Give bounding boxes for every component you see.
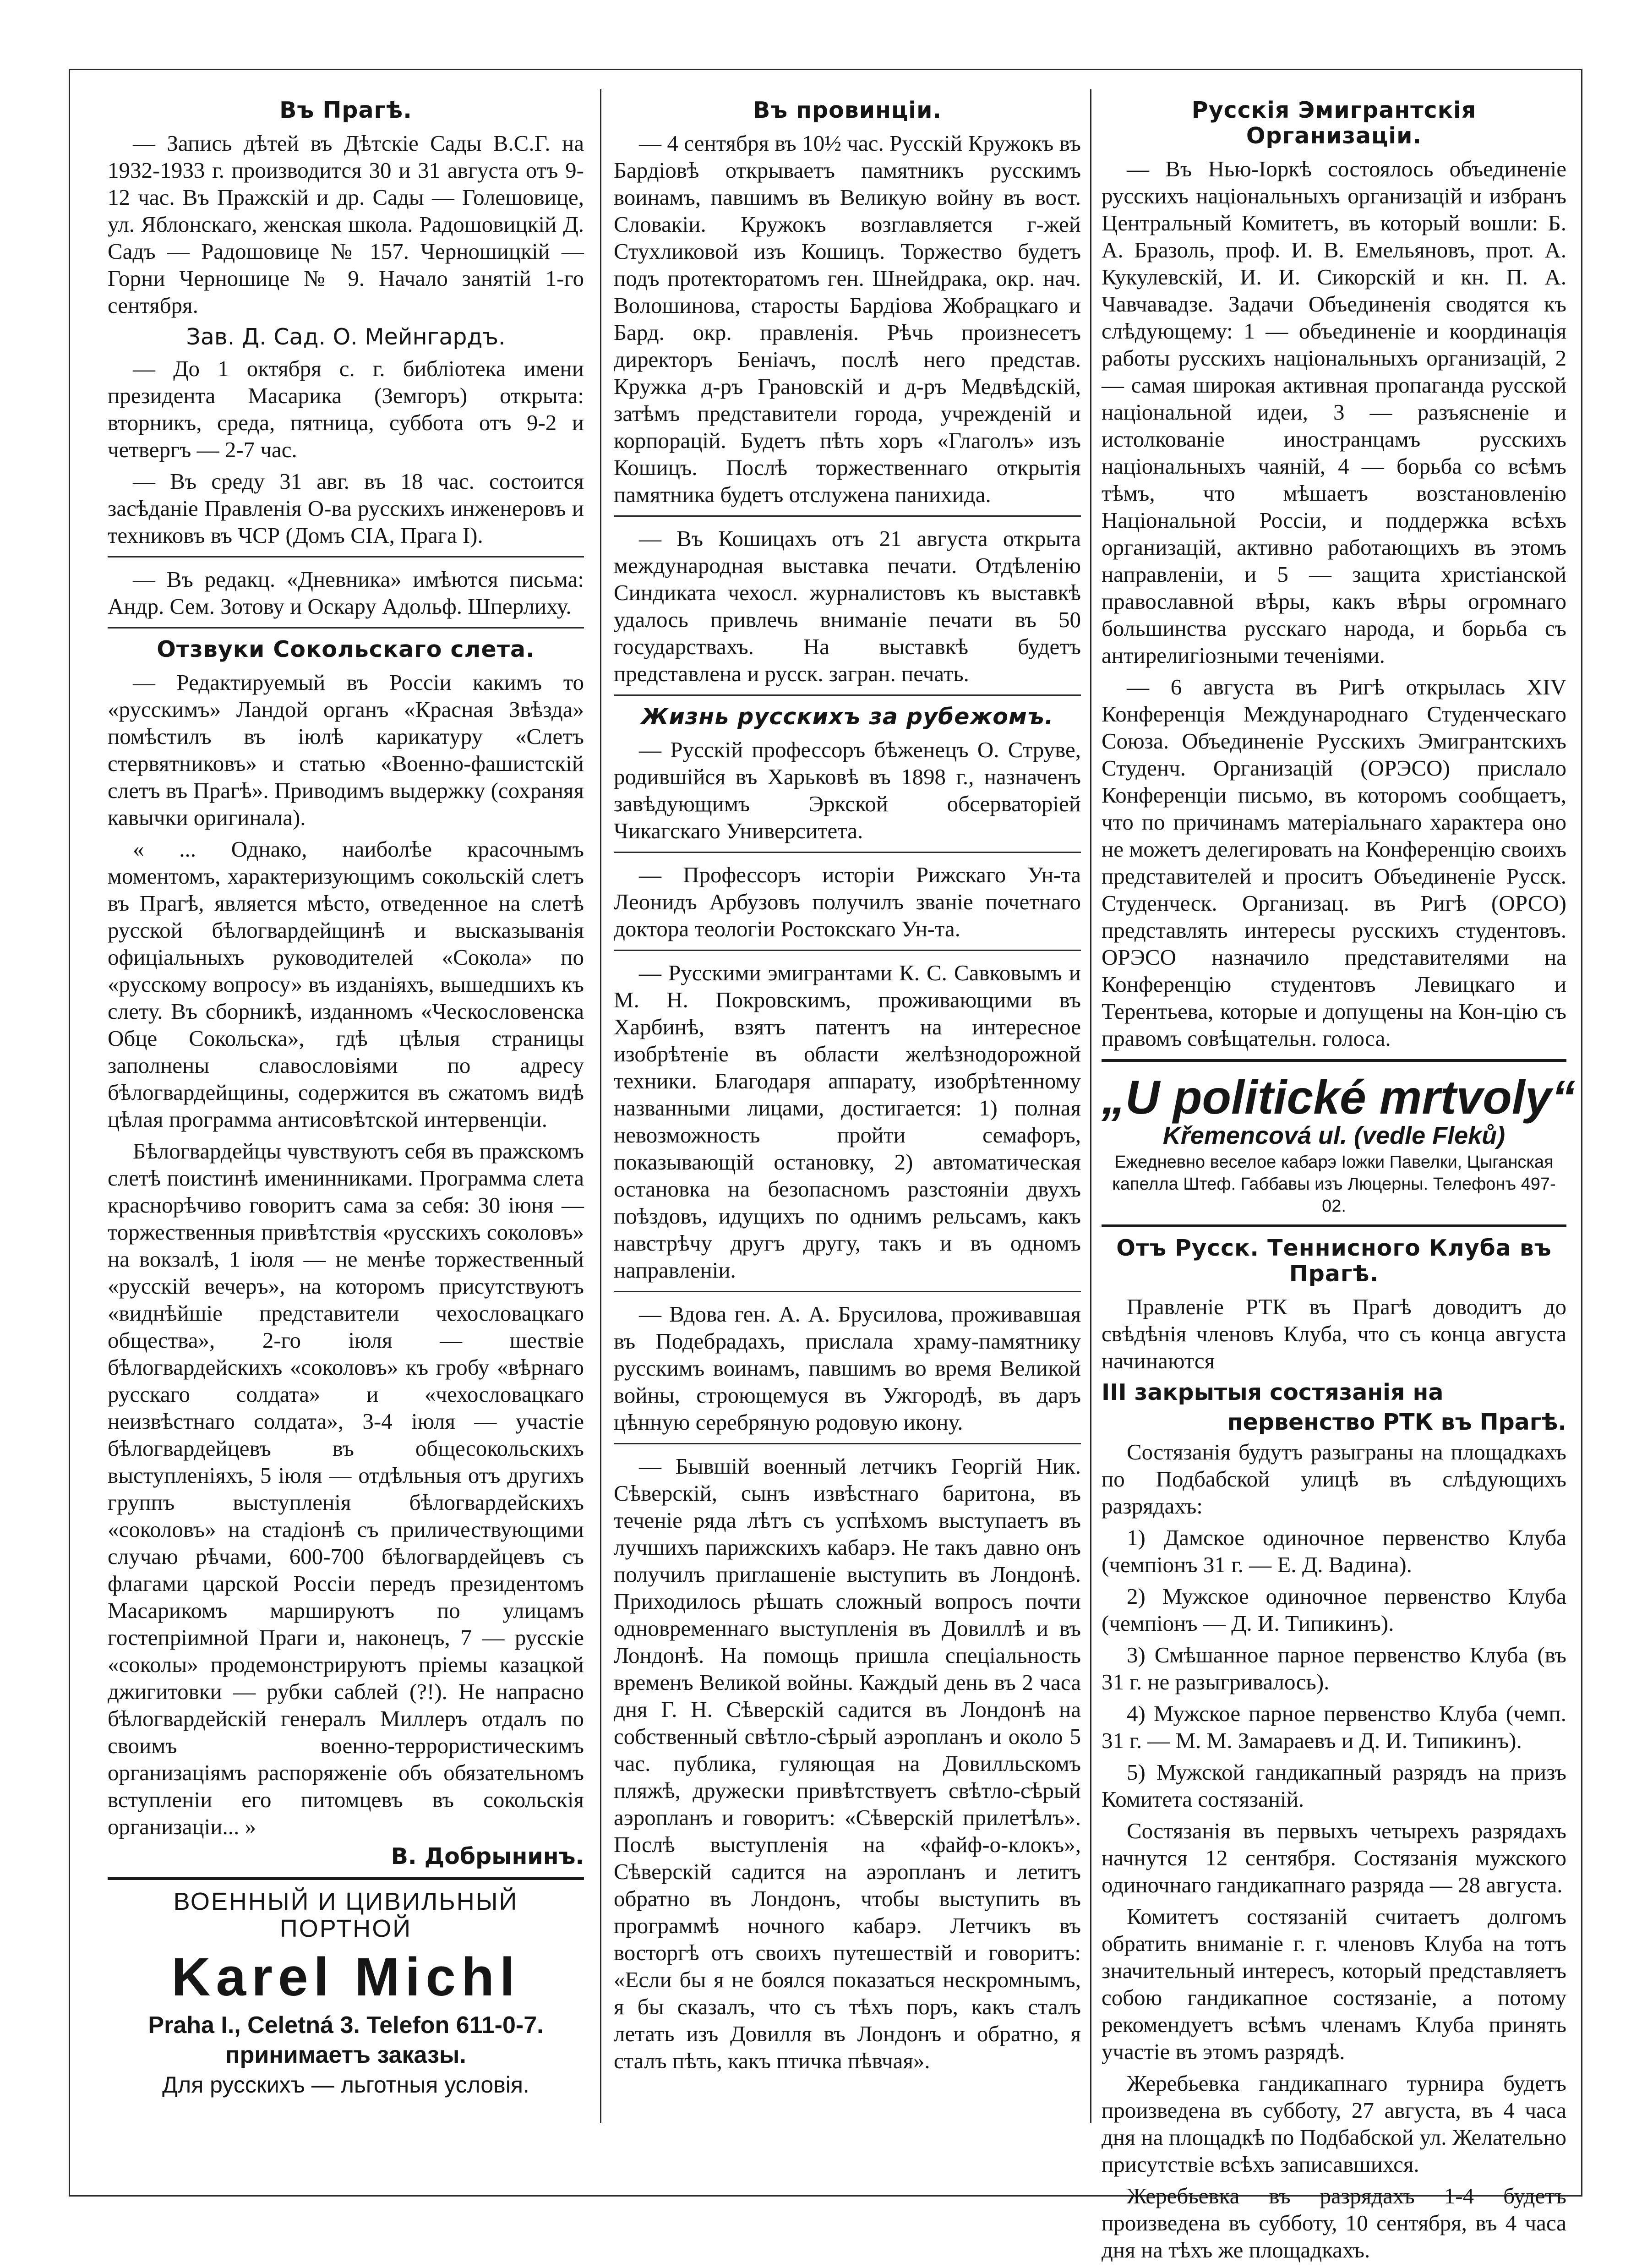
cabaret-ad-name: „U politické mrtvoly“ xyxy=(1102,1071,1576,1124)
tennis-category-1: 1) Дамское одиночное первенство Клуба (чемпіонъ 31 г. — Е. Д. Вадина). xyxy=(1102,1525,1566,1577)
column-middle xyxy=(614,94,1081,2079)
cabaret-advertisement xyxy=(1102,1070,1576,1217)
column-rule-left xyxy=(600,89,601,2123)
struve-notice: — Русскій профессоръ бѣженецъ О. Струве, родившійся въ Харьковѣ въ 1898 г., назначенъ завѣдующимъ Эркской обсерваторіей Чикагскаго Университета. xyxy=(614,737,1081,843)
engineers-meeting-notice: — Въ среду 31 авг. въ 18 час. состоится засѣданіе Правленія О-ва русскихъ инженеровъ и техниковъ въ ЧСР (Домъ CIA, Прага I). xyxy=(108,469,584,548)
tailor-advertisement xyxy=(108,1888,584,2099)
divider xyxy=(1102,1059,1566,1062)
riga-conference-notice: — 6 августа въ Ригѣ открылась XIV Конференція Международнаго Студенческаго Союза. Объединеніе Русскихъ Эмигрантскихъ Студенч. Организацій (ОРЭСО) прислало Конференціи письмо, въ которомъ сообщаетъ, что по причинамъ матеріальнаго характера оно не можетъ делегировать на Конференцію своихъ представителей и проситъ Объединеніе Русск. Студенческ. Организац. въ Ригѣ (ОРСО) представлять интересы русскихъ студентовъ. ОРЭСО назначило представителями на Конференцію студентовъ Левицкаго и Терентьева, которые и допущены на Кон-цію съ правомъ совѣщательн. голоса. xyxy=(1102,674,1566,1051)
section-heading-abroad: Жизнь русскихъ за рубежомъ. xyxy=(641,704,1054,730)
section-heading-provinces: Въ провинціи. xyxy=(753,97,942,123)
section-heading-prague: Въ Прагѣ. xyxy=(279,97,412,123)
divider xyxy=(1102,1224,1566,1227)
tailor-ad-title: ВОЕННЫЙ И ЦИВИЛЬНЫЙ ПОРТНОЙ xyxy=(173,1888,518,1942)
tennis-courts-notice: Состязанія будутъ разыграны на площадкахъ по Подбабской улицѣ въ слѣдующихъ разрядахъ: xyxy=(1102,1439,1566,1519)
tennis-category-5: 5) Мужской гандикапный разрядъ на призъ Комитета состязаній. xyxy=(1102,1760,1566,1812)
harbin-patent-notice: — Русскими эмигрантами К. С. Савковымъ и М. Н. Покровскимъ, проживающими въ Харбинѣ, взятъ патентъ на интересное изобрѣтеніе въ области желѣзнодорожной техники. Благодаря аппарату, изобрѣтенному названными лицами, достигается: 1) полная невозможность пройти семафоръ, показывающій остановку, 2) автоматическая остановка на безопасномъ разстояніи двухъ поѣздовъ, идущихъ по однимъ рельсамъ, какъ навстрѣчу другъ другу, такъ и въ одномъ направленіи. xyxy=(614,960,1081,1283)
tennis-category-2: 2) Мужское одиночное первенство Клуба (чемпіонъ — Д. И. Типикинъ). xyxy=(1102,1584,1566,1636)
tennis-committee-notice: Комитетъ состязаній считаетъ долгомъ обратить вниманіе г. г. членовъ Клуба на тотъ значительный интересъ, который представляетъ собою гандикапное состязаніе, а потому рекомендуетъ всѣмъ членамъ Клуба принять участіе въ этомъ разрядѣ. xyxy=(1102,1904,1566,2064)
tennis-subheading-2: первенство РТК въ Прагѣ. xyxy=(1227,1409,1566,1435)
divider xyxy=(614,852,1081,853)
column-left xyxy=(108,94,584,2100)
divider xyxy=(614,950,1081,951)
new-york-union-notice: — Въ Нью-Іоркѣ состоялось объединеніе русскихъ національныхъ организацій и избранъ Центральный Комитетъ, въ который вошли: Б. А. Бразоль, проф. И. В. Емельяновъ, прот. А. Кукулевскій, И. И. Сикорскій и кн. П. А. Чавчавадзе. Задачи Объединенія сводятся къ слѣдующему: 1 — объединеніе и координація работы русскихъ національныхъ организацій, 2 — самая широкая активная пропаганда русской національной идеи, 3 — разъясненіе и истолкованіе иностранцамъ русскихъ національныхъ чаяній, 4 — борьба со всѣмъ тѣмъ, что мѣшаетъ возстановленію Національной Россіи, и поддержка всѣхъ организацій, активно работающихъ въ этомъ направленіи, и 5 — защита христіанской православной вѣры, какъ вѣры огромнаго большинства русскаго народа, и борьба съ антирелигіозными теченіями. xyxy=(1102,156,1566,668)
brusilova-icon-notice: — Вдова ген. А. А. Брусилова, проживавшая въ Подебрадахъ, прислала храму-памятнику русскимъ воинамъ, павшимъ во время Великой войны, строющемуся въ Ужгородѣ, въ даръ цѣнную серебряную родовую икону. xyxy=(614,1301,1081,1435)
kindergarten-signature: Зав. Д. Сад. О. Мейнгардъ. xyxy=(186,324,506,350)
tennis-handicap-draw: Жеребьевка гандикапнаго турнира будетъ произведена въ субботу, 27 августа, въ 4 часа дня на площадкѣ по Подбабской ул. Желательно присутствіе всѣхъ записавшихся. xyxy=(1102,2071,1566,2177)
sokol-paragraph-3: Бѣлогвардейцы чувствуютъ себя въ пражскомъ слетѣ поистинѣ именинниками. Программа слета краснорѣчиво говоритъ сама за себя: 30 іюня — торжественныя привѣтствія «русскихъ соколовъ» на вокзалѣ, 1 іюля — не менѣе торжественный «русскій вечеръ», на которомъ присутствуютъ «виднѣйшіе представители чехословацкаго общества», 2-го іюля — шествіе бѣлогвардейскихъ «соколовъ» къ гробу «вѣрнаго русскаго солдата» и «чехословацкаго неизвѣстнаго солдата», 3-4 іюля — участіе бѣлогвардейцевъ въ общесокольскихъ выступленіяхъ, 5 іюля — отдѣльныя отъ другихъ группъ выступленія бѣлогвардейскихъ «соколовъ» на стадіонѣ съ приличествующими случаю рѣчами, 600-700 бѣлогвардейцевъ съ флагами царской Россіи передъ президентомъ Масарикомъ маршируютъ по улицамъ гостепріимной Праги и, наконецъ, 7 — русскіе «соколы» продемонстрируютъ пріемы казацкой джигитовки — рубки саблей (?!). Не напрасно бѣлогвардейскій генералъ Миллеръ отдалъ по своимъ военно-террористическимъ организаціямъ распоряженіе объ обязательномъ вступленіи его питомцевъ въ сокольскія организаціи... » xyxy=(108,1138,584,1839)
bardejov-monument-notice: — 4 сентября въ 10½ час. Русскій Кружокъ въ Бардіовѣ открываетъ памятникъ русскимъ воинамъ, павшимъ въ Великую войну въ вост. Словакіи. Кружокъ возглавляется г-жей Стухликовой изъ Кошицъ. Торжество будетъ подъ протекторатомъ ген. Шнейдрака, окр. нач. Волошинова, старосты Бардіова Жобрацкаго и Бард. окр. правленія. Рѣчь произнесетъ директоръ Беніачъ, послѣ него представ. Кружка д-ръ Грановскій и д-ръ Медвѣдскій, затѣмъ представители города, учрежденій и корпорацій. Будетъ пѣть хоръ «Глаголъ» изъ Кошицъ. Послѣ торжественнаго открытія памятника будетъ отслужена панихида. xyxy=(614,131,1081,507)
tailor-ad-name: Karel Michl xyxy=(171,1947,520,2007)
divider xyxy=(614,694,1081,696)
tailor-ad-terms: Для русскихъ — льготныя условія. xyxy=(162,2072,529,2098)
cabaret-ad-text: Ежедневно веселое кабарэ Іожки Павелки, Цыганская капелла Штеф. Габбавы изъ Люцерны. Телефонъ 497-02. xyxy=(1112,1153,1556,1216)
tennis-category-3: 3) Смѣшанное парное первенство Клуба (въ 31 г. не разыгривалось). xyxy=(1102,1642,1566,1694)
tailor-ad-address: Praha I., Celetná 3. Telefon 611-0-7. xyxy=(148,2012,544,2038)
sokol-paragraph-1: — Редактируемый въ Россіи какимъ то «русскимъ» Ландой органъ «Красная Звѣзда» помѣстилъ въ іюлѣ карикатуру «Слетъ стервятниковъ» и статью «Военно-фашистскій слетъ въ Прагѣ». Приводимъ выдержку (сохраняя кавычки оригинала). xyxy=(108,670,584,830)
tennis-subheading-1: III закрытыя состязанія на xyxy=(1102,1379,1444,1405)
sokol-paragraph-2: « ... Однако, наиболѣе красочнымъ моментомъ, характеризующимъ сокольскій слетъ въ Прагѣ, является мѣсто, отведенное на слетѣ русской бѣлогвардейщинѣ и высказыванія офиціальныхъ руководителей «Сокола» по «русскому вопросу» въ изданіяхъ, вышедшихъ къ слету. Въ сборникѣ, изданномъ «Ческословенска Обце Сокольска», гдѣ цѣлыя страницы заполнены славословіями по адресу бѣлогвардейщины, содержится въ сжатомъ видѣ цѣлая программа антисовѣтской интервенціи. xyxy=(108,836,584,1132)
column-right xyxy=(1102,94,1576,2268)
tennis-intro: Правленіе РТК въ Прагѣ доводитъ до свѣдѣнія членовъ Клуба, что съ конца августа начинаются xyxy=(1102,1294,1566,1373)
sokol-signature: В. Добрынинъ. xyxy=(391,1843,584,1869)
section-heading-tennis: Отъ Русск. Теннисного Клуба въ Прагѣ. xyxy=(1116,1235,1552,1287)
kindergarten-notice: — Запись дѣтей въ Дѣтскіе Сады В.С.Г. на 1932-1933 г. производится 30 и 31 августа отъ 9-12 час. Въ Пражскій и др. Сады — Голешовице, ул. Яблонскаго, женская школа. Радошовицкій Д. Садъ — Радошовице № 157. Черношицкій — Горни Черношице № 9. Начало занятій 1-го сентября. xyxy=(108,131,584,318)
tennis-category-4: 4) Мужское парное первенство Клуба (чемп. 31 г. — М. М. Замараевъ и Д. И. Типикинъ). xyxy=(1102,1701,1566,1753)
section-heading-sokol: Отзвуки Сокольскаго слета. xyxy=(157,636,535,662)
kosice-press-exhibition-notice: — Въ Кошицахъ отъ 21 августа открыта международная выставка печати. Отдѣленію Синдиката чехосл. журналистовъ къ выставкѣ удалось привлечь вниманіе печати въ 50 государствахъ. На выставкѣ будетъ представлена и русск. загран. печать. xyxy=(614,526,1081,686)
divider xyxy=(108,627,584,628)
cabaret-ad-address: Křemencová ul. (vedle Fleků) xyxy=(1162,1122,1506,1149)
column-rule-right xyxy=(1090,89,1091,2123)
arbuzov-notice: — Профессоръ исторіи Рижскаго Ун-та Леонидъ Арбузовъ получилъ званіе почетнаго доктора теологіи Ростокскаго Ун-та. xyxy=(614,862,1081,941)
divider xyxy=(614,1291,1081,1292)
divider xyxy=(108,556,584,557)
seversky-notice: — Бывшій военный летчикъ Георгій Ник. Сѣверскій, сынъ извѣстнаго баритона, въ теченіе ряда лѣтъ съ успѣхомъ выступаетъ въ лучшихъ парижскихъ кабарэ. Не такъ давно онъ получилъ приглашеніе выступить въ Лондонѣ. Приходилось рѣшать сложный вопросъ почти одновременнаго выступленія въ Довиллѣ и въ Лондонѣ. На помощь пришла спеціальность временъ Великой войны. Каждый день въ 2 часа дня Г. Н. Сѣверскій садится въ Лондонѣ на собственный свѣтло-сѣрый аэропланъ и около 5 час. публика, гуляющая на Довилльскомъ пляжѣ, дружески привѣтствуетъ свѣтло-сѣрый аэропланъ и говоритъ: «Сѣверскій прилетѣлъ». Послѣ выступленія на «файф-о-клокъ», Сѣверскій садится на аэропланъ и летитъ обратно въ Лондонъ, чтобы выступить въ программѣ ночного кабарэ. Летчикъ въ восторгѣ отъ своихъ путешествій и говоритъ: «Если бы я не боялся показаться нескромнымъ, я бы сказалъ, что съ тѣхъ поръ, какъ сталъ летать изъ Довилля въ Лондонъ и обратно, я сталъ пѣть, какъ птичка пѣвчая». xyxy=(614,1454,1081,2073)
divider xyxy=(614,515,1081,517)
tennis-category-draw: Жеребьевка въ разрядахъ 1-4 будетъ произведена въ субботу, 10 сентября, въ 4 часа дня на тѣхъ же площадкахъ. xyxy=(1102,2183,1566,2263)
tennis-dates: Состязанія въ первыхъ четырехъ разрядахъ начнутся 12 сентября. Состязанія мужского одиночнаго гандикапнаго разряда — 28 августа. xyxy=(1102,1818,1566,1897)
divider xyxy=(108,1877,584,1880)
divider xyxy=(614,1443,1081,1444)
section-heading-emigrant-orgs: Русскія Эмигрантскія Организаціи. xyxy=(1191,97,1477,149)
library-notice: — До 1 октября с. г. библіотека имени президента Масарика (Земгоръ) открыта: вторникъ, среда, пятница, суббота отъ 9-2 и четвергъ — 2-7 час. xyxy=(108,356,584,462)
tailor-ad-orders: принимаетъ заказы. xyxy=(225,2042,466,2068)
letters-notice: — Въ редакц. «Дневника» имѣются письма: Андр. Сем. Зотову и Оскару Адольф. Шперлиху. xyxy=(108,567,584,619)
